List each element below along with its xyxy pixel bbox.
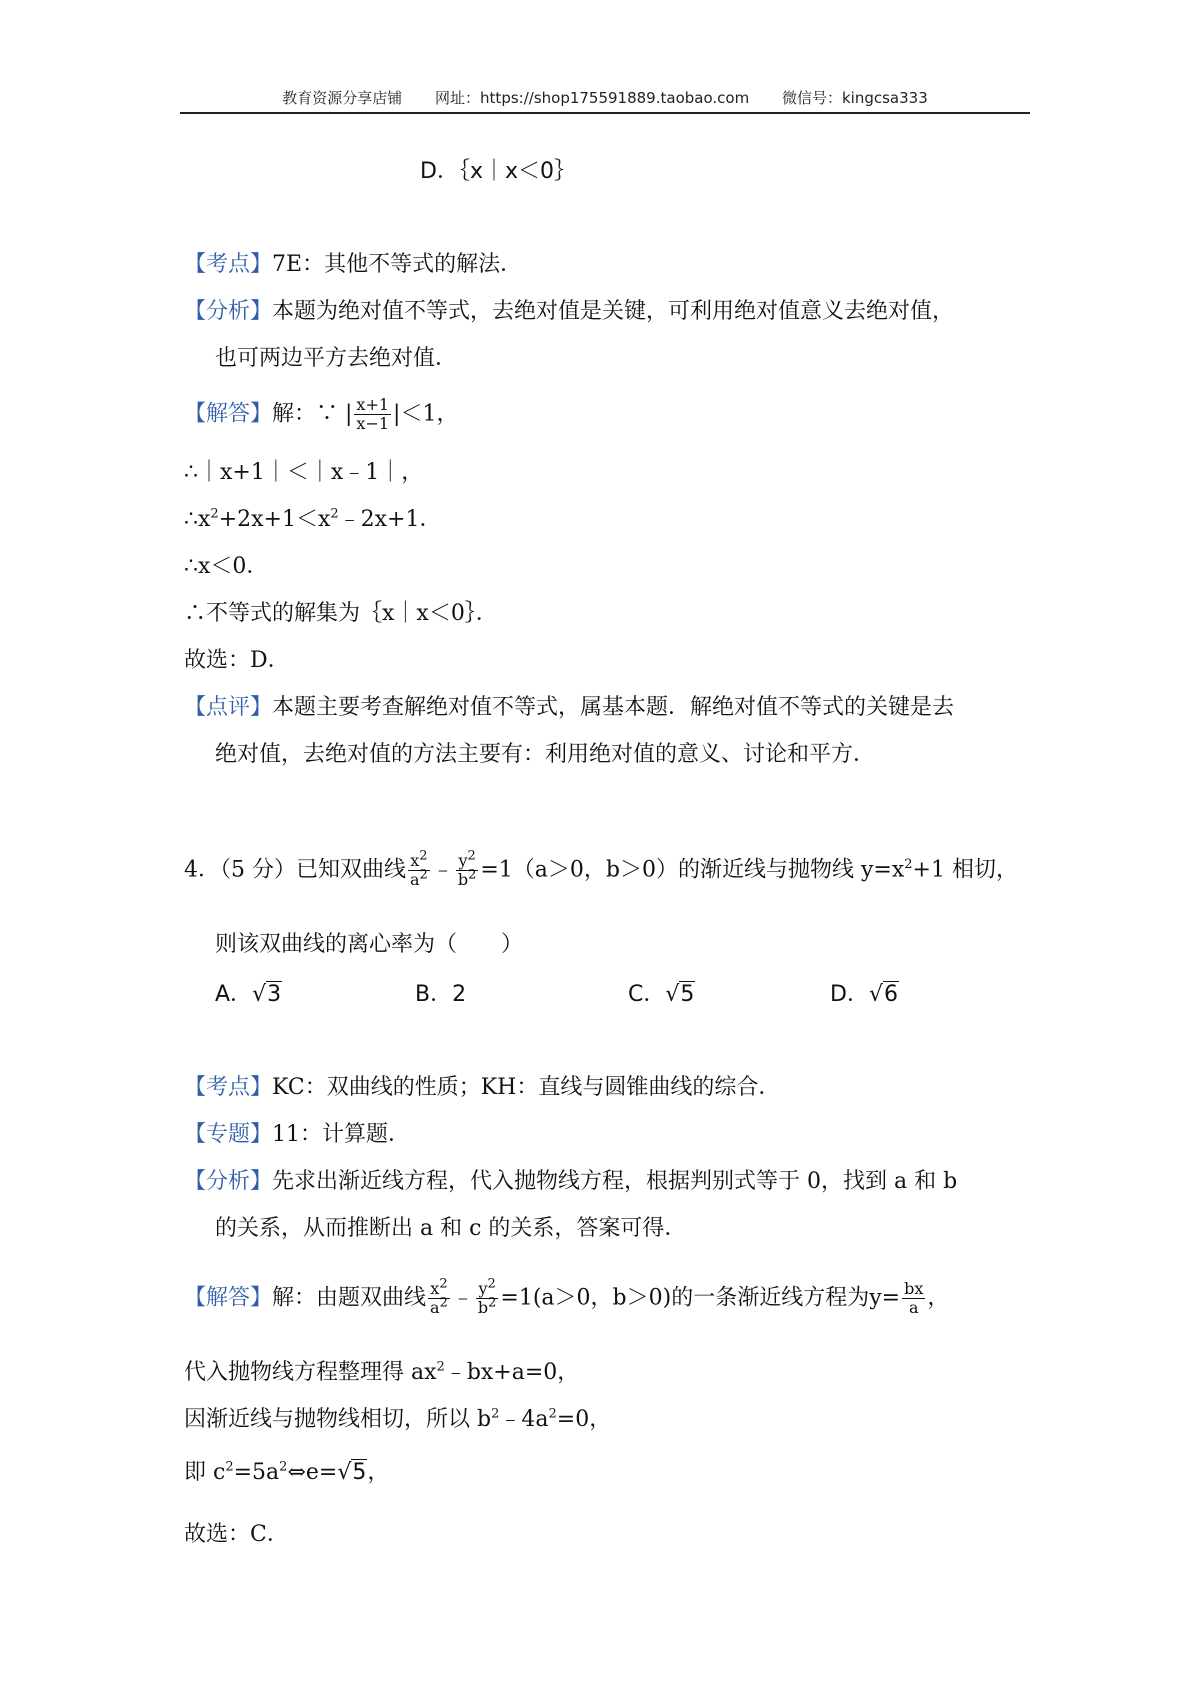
q3-fenxi-text2: 也可两边平方去绝对值．	[215, 346, 458, 371]
q4-frac1-den-text: a	[410, 870, 420, 889]
q3-step3: ∴x＜0．	[184, 554, 269, 579]
q4-opt-a-sqrt: √3	[252, 982, 282, 1007]
q4-jieda-frac1	[428, 1276, 450, 1317]
q4-step3-sup: 2	[225, 1459, 234, 1475]
q4-stem-sup: 2	[904, 857, 913, 873]
q4-zhuanti-text: 11：计算题．	[272, 1122, 411, 1147]
q3-dianping	[184, 693, 954, 723]
q4-jieda-frac2	[476, 1276, 499, 1317]
q3-step2-sup2: 2	[330, 506, 339, 522]
q4-step2-c: =0，	[556, 1407, 612, 1432]
q4-jieda-frac2-den	[476, 1295, 499, 1317]
q4-step2-sup2: 2	[548, 1406, 557, 1422]
q4-opt-d-sqrt: √6	[868, 982, 898, 1007]
q3-kaodian-tag: 【考点】	[184, 252, 273, 277]
q4-step3-e: ，	[367, 1460, 390, 1485]
q4-option-c	[628, 980, 695, 1010]
q4-option-a	[215, 980, 282, 1010]
q4-jieda-y: y=	[869, 1285, 901, 1311]
q3-step4: ∴不等式的解集为｛x｜x＜0｝．	[184, 601, 498, 626]
q4-frac1	[408, 848, 430, 889]
q4-frac2-num-sup: 2	[467, 848, 476, 864]
q3-step2-sup: 2	[210, 506, 219, 522]
q4-frac1-den	[408, 867, 430, 889]
header-url: 网址：https://shop175591889.taobao.com	[435, 89, 750, 107]
q4-frac2-den-sup: 2	[468, 867, 477, 883]
q4-jieda-tag: 【解答】	[184, 1285, 273, 1311]
q4-fenxi	[184, 1167, 957, 1197]
q3-kaodian	[184, 250, 522, 280]
q3-step1: ∴｜x+1｜＜｜x﹣1｜，	[184, 460, 424, 485]
q4-stem-c: +1 相切，	[912, 857, 1018, 883]
q4-jieda-minus: ﹣	[451, 1285, 474, 1311]
q4-step3-b: =5a	[233, 1460, 280, 1485]
q4-opt-a-label: A．	[215, 982, 253, 1007]
q4-jieda-frac1-den-text: a	[430, 1298, 440, 1317]
q4-jieda-frac2-den-text: b	[477, 1298, 489, 1317]
q4-frac1-den-sup: 2	[419, 867, 428, 883]
q4-jieda	[184, 1276, 950, 1317]
q3-jieda-prefix: 解：∵ |	[272, 401, 353, 427]
q4-fenxi-text2: 的关系，从而推断出 a 和 c 的关系，答案可得．	[215, 1216, 687, 1241]
q3-jieda-tag: 【解答】	[184, 401, 273, 427]
q3-fenxi	[184, 297, 954, 327]
q4-jieda-frac3	[902, 1280, 925, 1317]
q4-stem-d: 则该双曲线的离心率为（ ）	[215, 932, 524, 957]
q3-fenxi-tag: 【分析】	[184, 299, 273, 324]
q4-frac1-num-text: x	[410, 851, 420, 870]
q3-kaodian-text: 7E：其他不等式的解法．	[272, 252, 523, 277]
q3-step2-c: ﹣2x+1．	[338, 507, 442, 532]
q3-jieda-suffix: |＜1，	[393, 401, 459, 427]
q3-dianping-text1: 本题主要考查解绝对值不等式，属基本题．解绝对值不等式的关键是去	[272, 695, 955, 720]
q4-step1	[184, 1358, 579, 1388]
q4-jieda-frac1-den	[428, 1295, 450, 1317]
q4-step1-b: ﹣bx+a=0，	[444, 1360, 580, 1385]
q4-opt-a-val: 3	[267, 982, 282, 1007]
header-wechat: 微信号：kingcsa333	[781, 89, 928, 107]
q4-frac2-num-text: y	[458, 851, 468, 870]
q4-jieda-a: 解：由题双曲线	[272, 1285, 427, 1311]
q4-step2-a: 因渐近线与抛物线相切，所以 b	[184, 1407, 492, 1432]
q3-step2	[184, 505, 442, 535]
q4-fenxi-text1: 先求出渐近线方程，代入抛物线方程，根据判别式等于 0，找到 a 和 b	[272, 1169, 958, 1194]
q3-answer: 故选：D．	[184, 648, 290, 673]
q3-dianping-tag: 【点评】	[184, 695, 273, 720]
q4-step1-sup: 2	[436, 1359, 445, 1375]
q4-step3-d: 5	[352, 1460, 367, 1485]
q4-jieda-frac1-num-sup: 2	[439, 1276, 448, 1292]
q4-jieda-frac3-den: a	[908, 1298, 919, 1317]
q4-answer: 故选：C．	[184, 1522, 289, 1547]
q4-minus: ﹣	[431, 857, 454, 883]
q4-stem-a: 4．（5 分）已知双曲线	[184, 857, 406, 883]
q3-fraction	[354, 396, 391, 433]
q3-option-d: D．｛x｜x＜0｝	[420, 159, 576, 184]
q3-jieda	[184, 396, 458, 433]
q4-frac2	[456, 848, 479, 889]
q4-step3-c: ⇔e=	[287, 1460, 338, 1485]
q4-step3	[184, 1458, 389, 1488]
q4-step2-b: ﹣4a	[499, 1407, 549, 1432]
q4-step1-a: 代入抛物线方程整理得 ax	[184, 1360, 437, 1385]
q4-opt-d-val: 6	[883, 982, 898, 1007]
q4-jieda-frac3-num: bx	[904, 1279, 924, 1298]
q4-jieda-frac2-num-text: y	[478, 1279, 488, 1298]
q4-frac1-num-sup: 2	[419, 848, 428, 864]
q4-jieda-frac1-den-sup: 2	[439, 1295, 448, 1311]
q4-kaodian-tag: 【考点】	[184, 1075, 273, 1100]
q4-opt-c-val: 5	[680, 982, 695, 1007]
page-header	[180, 86, 1030, 114]
q4-opt-d-label: D．	[830, 982, 869, 1007]
q4-jieda-frac1-num-text: x	[430, 1279, 440, 1298]
q3-frac-den: x−1	[356, 414, 390, 433]
q4-jieda-comma: ，	[927, 1285, 950, 1311]
q4-zhuanti	[184, 1120, 410, 1150]
q4-opt-c-sqrt: √5	[665, 982, 695, 1007]
q4-opt-c-label: C．	[628, 982, 666, 1007]
q4-frac2-den	[456, 867, 479, 889]
q3-step2-b: +2x+1＜x	[218, 507, 331, 532]
q4-option-b: B．2	[415, 982, 467, 1007]
q3-fenxi-text1: 本题为绝对值不等式，去绝对值是关键，可利用绝对值意义去绝对值，	[272, 299, 955, 324]
q4-step3-sup2: 2	[279, 1459, 288, 1475]
q4-frac2-den-text: b	[457, 870, 469, 889]
q4-step2-sup: 2	[491, 1406, 500, 1422]
q4-step3-a: 即 c	[184, 1460, 226, 1485]
q4-kaodian	[184, 1073, 780, 1103]
q4-kaodian-text: KC：双曲线的性质；KH：直线与圆锥曲线的综合．	[272, 1075, 781, 1100]
q4-step3-sqrt: √5	[337, 1460, 367, 1485]
q3-step2-a: ∴x	[184, 507, 211, 532]
q4-jieda-frac2-den-sup: 2	[488, 1295, 497, 1311]
header-shop: 教育资源分享店铺	[282, 89, 403, 107]
q4-option-d	[830, 980, 899, 1010]
q4-zhuanti-tag: 【专题】	[184, 1122, 273, 1147]
q3-frac-num: x+1	[356, 395, 390, 414]
q3-dianping-text2: 绝对值，去绝对值的方法主要有：利用绝对值的意义、讨论和平方．	[215, 742, 876, 767]
q4-stem	[184, 848, 1018, 889]
q4-jieda-frac2-num-sup: 2	[487, 1276, 496, 1292]
q4-stem-b: =1（a＞0，b＞0）的渐近线与抛物线 y=x	[480, 857, 905, 883]
q4-step2	[184, 1405, 611, 1435]
q4-fenxi-tag: 【分析】	[184, 1169, 273, 1194]
q4-jieda-b: =1(a＞0，b＞0)的一条渐近线方程为	[500, 1285, 870, 1311]
